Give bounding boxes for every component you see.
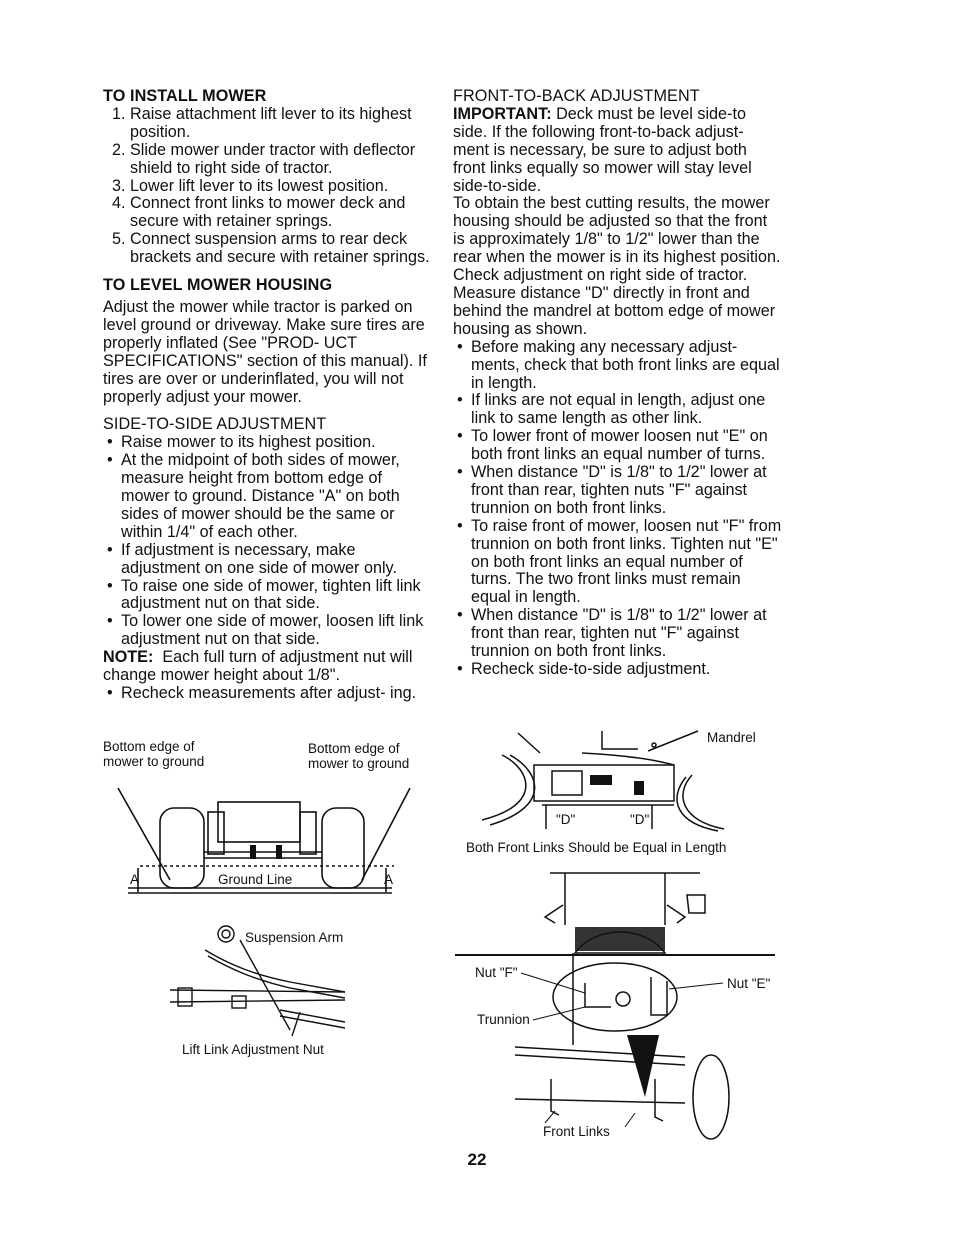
side-bullets-after: [103, 685, 433, 703]
front-links-figure: [455, 865, 785, 1145]
mandrel-caption: Both Front Links Should be Equal in Length: [466, 840, 727, 855]
front-bullet: • To lower front of mower loosen nut "E" on both front links an equal number of turns.: [471, 428, 783, 464]
label-lift-link-nut: Lift Link Adjustment Nut: [182, 1042, 324, 1057]
front-heading: FRONT-TO-BACK ADJUSTMENT: [453, 87, 700, 105]
front-bullet: • When distance "D" is 1/8" to 1/2" lower at front than rear, tighten nuts "F" against trunnion on both front links.: [471, 464, 783, 518]
front-bullet: • Before making any necessary adjust- ments, check that both front links are equal in length.: [471, 339, 783, 393]
label-nut-f: Nut "F": [475, 965, 518, 980]
level-heading: TO LEVEL MOWER HOUSING: [103, 276, 333, 295]
install-step: 4. Connect front links to mower deck and secure with retainer springs.: [130, 195, 433, 231]
note-text: Each full turn of adjustment nut will change mower height about 1/8".: [103, 648, 413, 685]
front-para-1: To obtain the best cutting results, the mower housing should be adjusted so that the front is approximately 1/8" to 1/2" lower than the rear when the mower is in its highest position.: [453, 194, 781, 267]
side-bullet: • To raise one side of mower, tighten lift link adjustment nut on that side.: [121, 578, 433, 614]
ground-line-figure: [100, 740, 435, 905]
label-trunnion: Trunnion: [477, 1012, 530, 1027]
side-bullet-recheck: • Recheck measurements after adjust- ing.: [121, 685, 433, 703]
install-steps: [103, 106, 433, 267]
install-step: 2. Slide mower under tractor with deflector shield to right side of tractor.: [130, 142, 433, 178]
side-bullet: • At the midpoint of both sides of mower, measure height from bottom edge of mower to ground. Distance "A" on both sides of mower should be the same or within 1/4" of each other.: [121, 452, 433, 542]
install-step: 5. Connect suspension arms to rear deck brackets and secure with retainer springs.: [130, 231, 433, 267]
side-bullet: • Raise mower to its highest position.: [121, 434, 433, 452]
note-label: NOTE:: [103, 648, 154, 667]
install-step: 3. Lower lift lever to its lowest position.: [130, 178, 433, 196]
label-front-links: Front Links: [543, 1124, 610, 1139]
install-step: 1. Raise attachment lift lever to its highest position.: [130, 106, 433, 142]
front-bullet: • When distance "D" is 1/8" to 1/2" lower at front than rear, tighten nut "F" against trunnion on both front links.: [471, 607, 783, 661]
label-nut-e: Nut "E": [727, 976, 771, 991]
level-intro: Adjust the mower while tractor is parked on level ground or driveway. Make sure tires are properly inflated (See "PROD- UCT SPECIFICATIONS" section of this manual). If tires are over or underinflated, you will not properly adjust your mower.: [103, 297, 427, 406]
important-text: Deck must be level side-to side. If the following front-to-back adjust- ment is necessary, be sure to adjust both front links equally so mower will stay level side-to-side.: [453, 104, 752, 195]
side-bullet: • To lower one side of mower, loosen lift link adjustment nut on that side.: [121, 613, 433, 649]
right-column: [453, 88, 783, 679]
left-column: [103, 88, 433, 703]
front-links-drawing: [455, 865, 785, 1145]
side-heading: SIDE-TO-SIDE ADJUSTMENT: [103, 415, 327, 434]
label-a-left: A: [130, 872, 140, 887]
label-bottom-edge-right: Bottom edge of mower to ground: [308, 741, 410, 771]
front-bullet: • Recheck side-to-side adjustment.: [471, 661, 783, 679]
side-bullet: • If adjustment is necessary, make adjustment on one side of mower only.: [121, 542, 433, 578]
front-bullet: • If links are not equal in length, adjust one link to same length as other link.: [471, 392, 783, 428]
label-suspension-arm: Suspension Arm: [245, 930, 344, 945]
label-a-right: A: [384, 872, 394, 887]
label-d-right: "D": [630, 812, 650, 827]
suspension-figure: [160, 920, 390, 1060]
page-number: 22: [467, 1150, 487, 1169]
mandrel-figure: [462, 725, 782, 860]
front-bullet: • To raise front of mower, loosen nut "F" from trunnion on both front links. Tighten nut "E" on both front links an equal number of turns. The two front links must remain equal in length.: [471, 518, 783, 608]
front-para-2: Check adjustment on right side of tractor. Measure distance "D" directly in front and behind the mandrel at bottom edge of mower housing as shown.: [453, 266, 776, 338]
side-note: [103, 649, 433, 685]
label-mandrel: Mandrel: [707, 730, 756, 745]
install-heading: TO INSTALL MOWER: [103, 87, 267, 105]
front-bullets: [453, 339, 783, 679]
front-important: [453, 106, 783, 196]
important-label: IMPORTANT:: [453, 104, 552, 123]
label-bottom-edge-left: Bottom edge of mower to ground: [103, 739, 205, 769]
label-ground-line: Ground Line: [218, 872, 293, 887]
side-bullets: [103, 434, 433, 649]
label-d-left: "D": [556, 812, 576, 827]
